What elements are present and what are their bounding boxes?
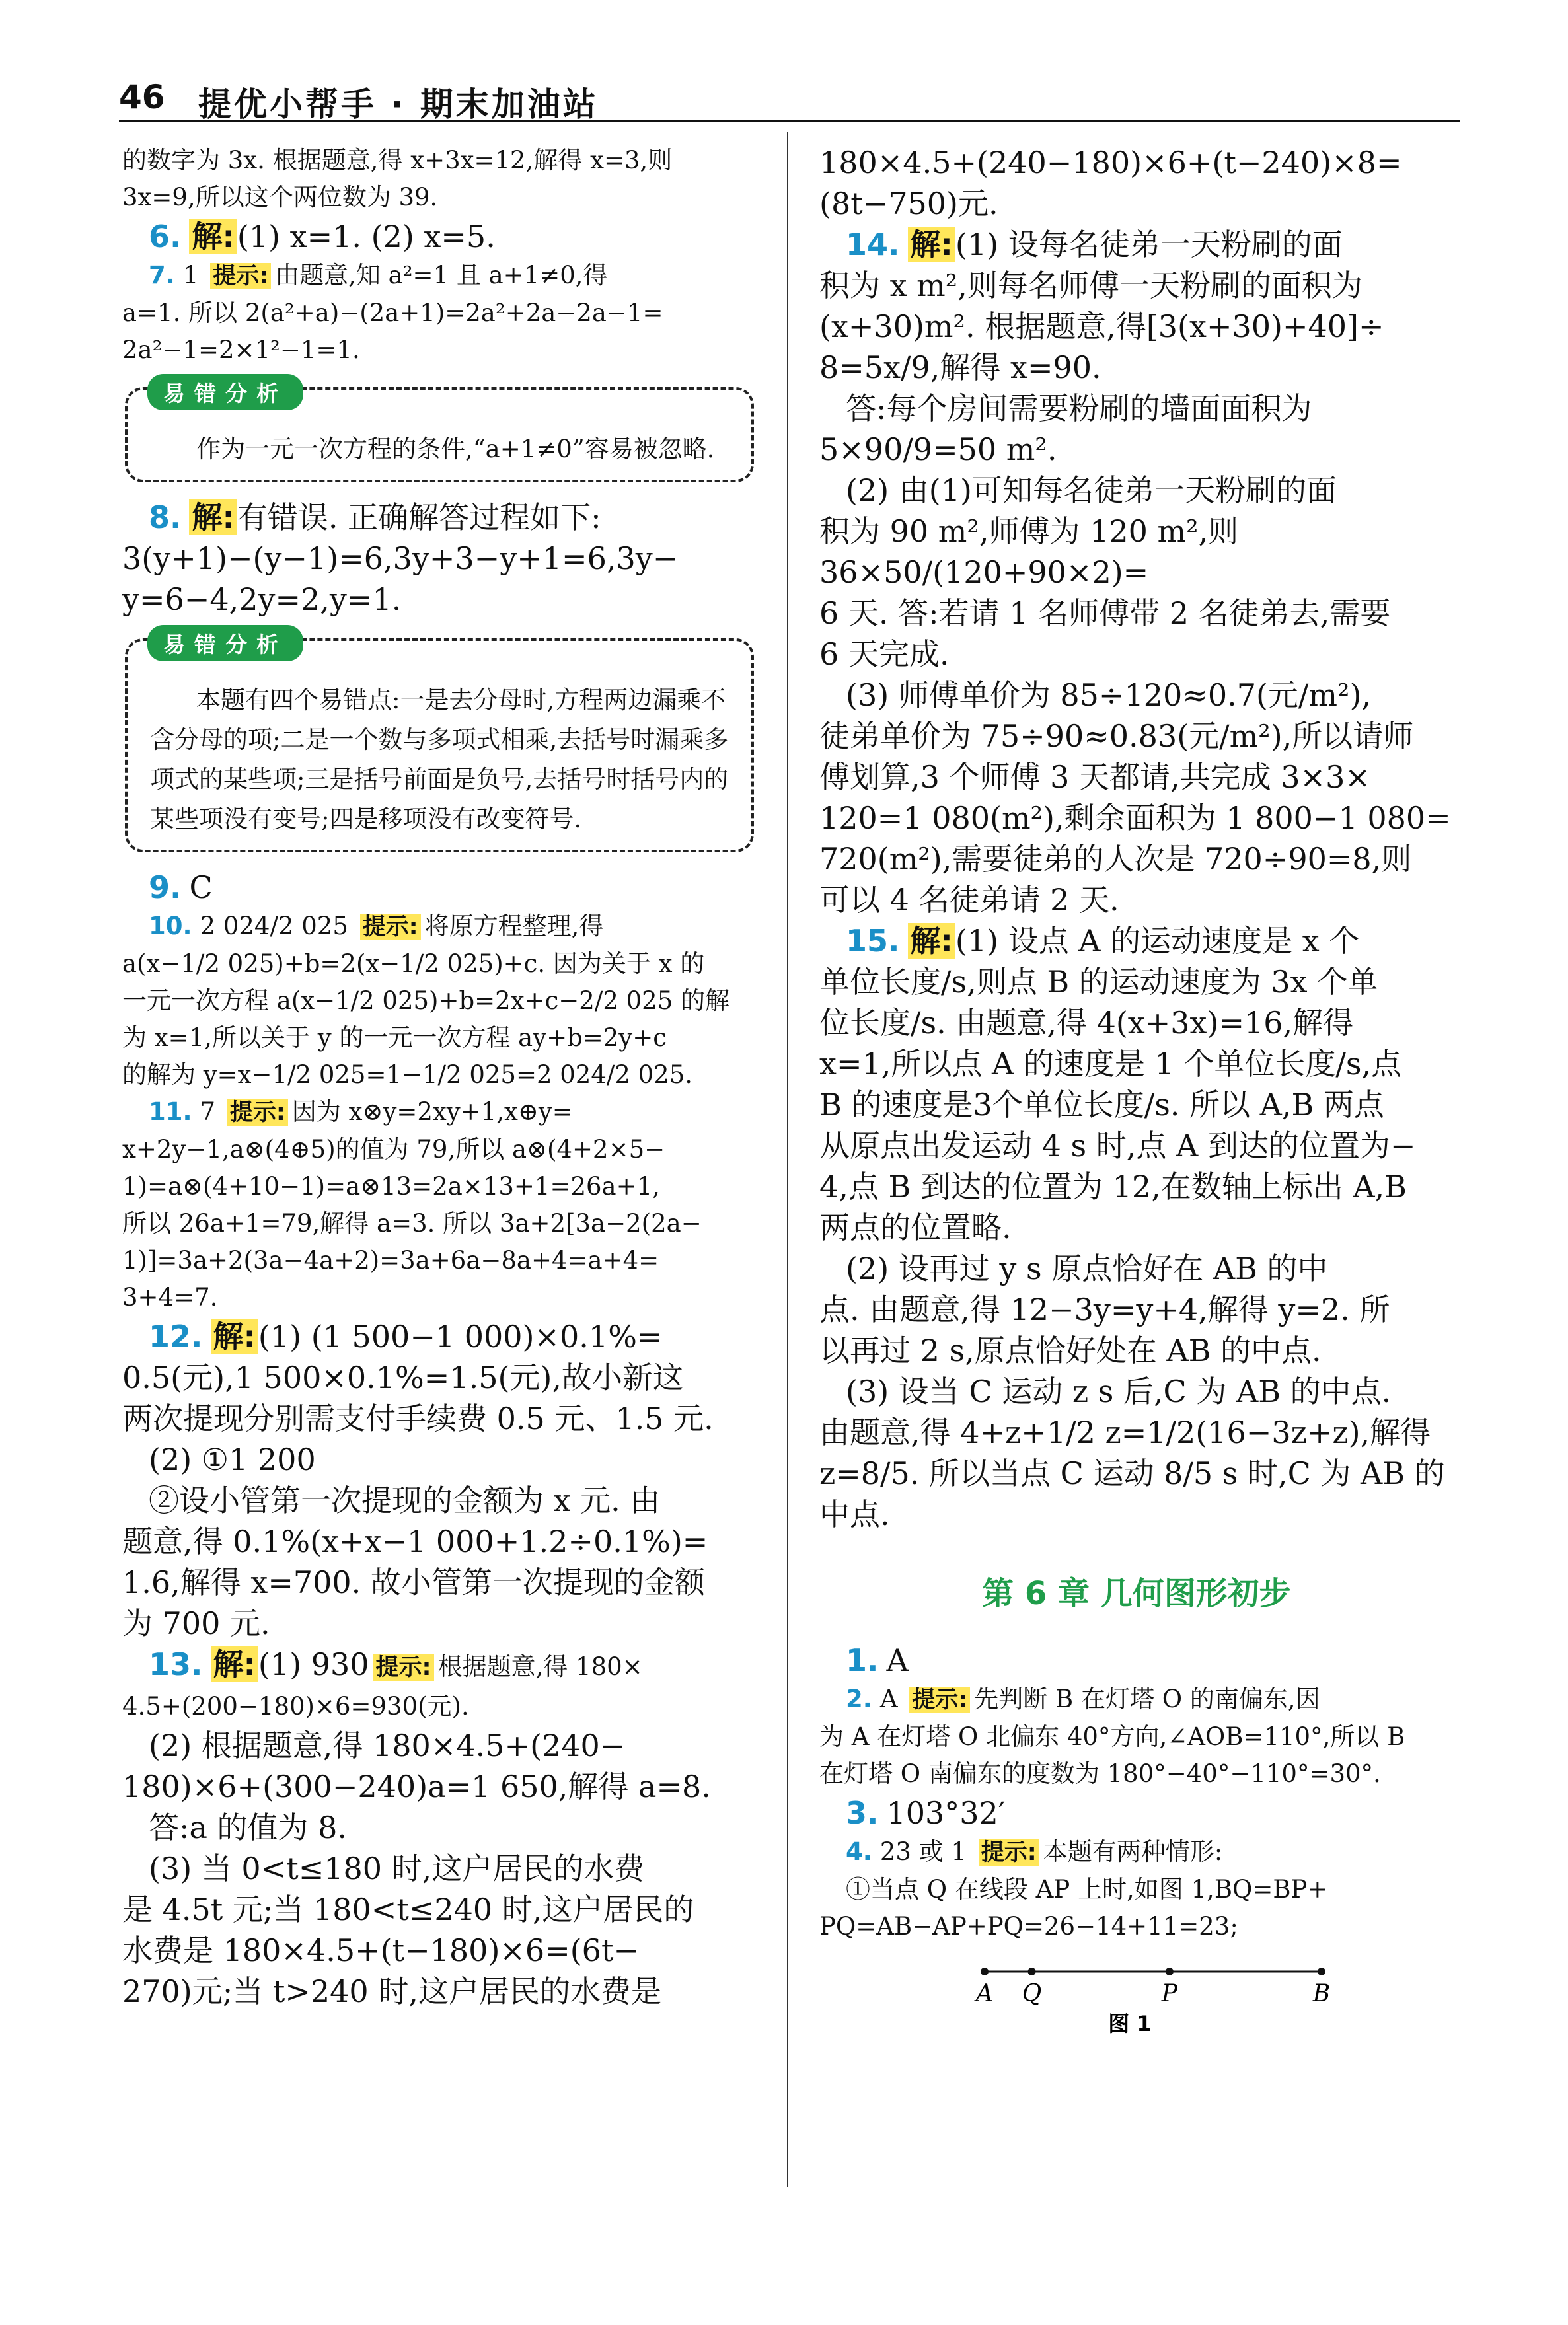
answer-line	[122, 1131, 757, 1168]
number-line-diagram	[819, 1952, 1454, 2038]
answer-line	[819, 1207, 1454, 1248]
line-text: 4.5+(200−180)×6=930(元).	[122, 1692, 469, 1720]
page-header	[119, 73, 1460, 126]
line-text: 为 A 在灯塔 O 北偏东 40°方向,∠AOB=110°,所以 B	[819, 1722, 1405, 1751]
question-number: 11.	[149, 1097, 192, 1126]
answer-item	[819, 1681, 1454, 1718]
solution-label: 解:	[189, 219, 237, 254]
answer-line	[819, 1494, 1454, 1535]
answer-item	[122, 867, 757, 908]
line-text: 从原点出发运动 4 s 时,点 A 到达的位置为−	[819, 1128, 1416, 1163]
line-text: a(x−1/2 025)+b=2(x−1/2 025)+c. 因为关于 x 的	[122, 949, 705, 978]
line-text: 0.5(元),1 500×0.1%=1.5(元),故小新这	[122, 1360, 683, 1395]
line-text: 将原方程整理,得	[424, 912, 604, 940]
line-text: (2) 由(1)可知每名徒弟一天粉刷的面	[846, 472, 1337, 508]
line-text: C	[189, 869, 213, 905]
answer-line	[122, 1019, 757, 1056]
answer-line	[819, 716, 1454, 757]
line-text: 6 天完成.	[819, 636, 950, 672]
answer-line	[122, 1168, 757, 1205]
answer-line	[122, 945, 757, 982]
line-text: 180)×6+(300−240)a=1 650,解得 a=8.	[122, 1769, 711, 1804]
answer-line	[819, 961, 1454, 1002]
line-text: 为 700 元.	[122, 1605, 270, 1641]
error-analysis-tag: 易错分析	[147, 374, 303, 410]
line-text: x+2y−1,a⊗(4⊕5)的值为 79,所以 a⊗(4+2×5−	[122, 1135, 665, 1163]
line-text: (1) 930	[258, 1646, 369, 1682]
answer-line	[819, 593, 1454, 634]
answer-line	[122, 538, 757, 579]
answer-line	[122, 982, 757, 1019]
line-text: 180×4.5+(240−180)×6+(t−240)×8=	[819, 145, 1402, 180]
line-text: 8=5x/9,解得 x=90.	[819, 350, 1101, 385]
answer-line	[819, 1084, 1454, 1125]
solution-label: 解:	[908, 227, 955, 262]
answer-line	[819, 797, 1454, 838]
line-text: 6 天. 答:若请 1 名师傅带 2 名徒弟去,需要	[819, 595, 1391, 631]
line-text: 先判断 B 在灯塔 O 的南偏东,因	[974, 1685, 1320, 1713]
line-text: 3x=9,所以这个两位数为 39.	[122, 183, 438, 211]
error-analysis-tag: 易错分析	[147, 625, 303, 661]
error-analysis-text: 作为一元一次方程的条件,“a+1≠0”容易被忽略.	[196, 435, 715, 463]
answer-line	[819, 1412, 1454, 1453]
line-text: 答:a 的值为 8.	[149, 1810, 348, 1845]
answer-line	[819, 470, 1454, 511]
error-analysis-box	[125, 632, 754, 852]
answer-item	[122, 908, 757, 945]
answer-value: 23 或 1	[879, 1837, 975, 1866]
answer-line	[122, 179, 757, 216]
error-analysis-box	[125, 381, 754, 482]
point-q	[1028, 1968, 1036, 1975]
answer-line	[122, 1688, 757, 1725]
answer-item	[122, 216, 757, 257]
answer-line	[122, 1971, 757, 2012]
answer-item	[819, 1640, 1454, 1681]
answer-line	[819, 1248, 1454, 1289]
answer-line	[122, 142, 757, 179]
line-text: (2) 设再过 y s 原点恰好在 AB 的中	[846, 1251, 1328, 1286]
answer-item	[122, 1644, 757, 1688]
chapter-heading: 第 6 章 几何图形初步	[982, 1575, 1291, 1612]
answer-line	[122, 1357, 757, 1398]
answer-line	[819, 1330, 1454, 1371]
point-p	[1166, 1968, 1174, 1975]
solution-label: 解:	[211, 1646, 258, 1682]
line-text: (1) (1 500−1 000)×0.1%=	[258, 1319, 663, 1354]
line-text: 中点.	[819, 1496, 890, 1532]
answer-item	[122, 1093, 757, 1131]
line-text: (1) 设点 A 的运动速度是 x 个	[955, 923, 1360, 959]
line-text: 103°32′	[886, 1795, 1006, 1831]
line-text: 1.6,解得 x=700. 故小管第一次提现的金额	[122, 1565, 705, 1600]
line-text: z=8/5. 所以当点 C 运动 8/5 s 时,C 为 AB 的	[819, 1456, 1445, 1491]
line-text: (8t−750)元.	[819, 186, 998, 221]
answer-line	[819, 1755, 1454, 1792]
answer-line	[819, 429, 1454, 470]
answer-line	[819, 183, 1454, 224]
point-label-q: Q	[1022, 1980, 1042, 2007]
answer-line	[122, 1279, 757, 1316]
line-text: 3(y+1)−(y−1)=6,3y+3−y+1=6,3y−	[122, 540, 679, 576]
line-text: 的解为 y=x−1/2 025=1−1/2 025=2 024/2 025.	[122, 1060, 693, 1089]
answer-line	[819, 142, 1454, 183]
question-number: 10.	[149, 912, 192, 940]
answer-line	[122, 579, 757, 620]
answer-line	[819, 1718, 1454, 1755]
line-text: 有错误. 正确解答过程如下:	[237, 499, 601, 535]
line-text: 5×90/9=50 m².	[819, 431, 1057, 467]
answer-line	[819, 265, 1454, 306]
question-number: 4.	[846, 1837, 872, 1866]
solution-label: 解:	[908, 923, 955, 959]
point-label-b: B	[1312, 1980, 1331, 2007]
line-text: 单位长度/s,则点 B 的运动速度为 3x 个单	[819, 964, 1378, 1000]
line-text: 水费是 180×4.5+(t−180)×6=(6t−	[122, 1933, 639, 1968]
header-rule	[119, 120, 1460, 122]
answer-value: 1	[182, 261, 207, 289]
line-text: 积为 90 m²,师傅为 120 m²,则 36×50/(120+90×2)=	[819, 513, 1239, 590]
answer-item	[819, 1833, 1454, 1871]
hint-label: 提示:	[210, 263, 271, 289]
question-number: 3.	[846, 1795, 879, 1831]
answer-item	[819, 1792, 1454, 1833]
line-text: (3) 设当 C 运动 z s 后,C 为 AB 的中点.	[846, 1374, 1392, 1409]
right-column	[819, 142, 1454, 2038]
answer-line	[122, 1439, 757, 1480]
column-divider	[787, 132, 788, 2187]
line-text: 以再过 2 s,原点恰好处在 AB 的中点.	[819, 1333, 1322, 1368]
hint-label: 提示:	[360, 914, 421, 940]
question-number: 15.	[846, 923, 900, 959]
question-number: 14.	[846, 227, 900, 262]
line-text: x=1,所以点 A 的速度是 1 个单位长度/s,点	[819, 1046, 1402, 1082]
line-text: a=1. 所以 2(a²+a)−(2a+1)=2a²+2a−2a−1=	[122, 299, 663, 327]
answer-line	[819, 1002, 1454, 1043]
line-text: 120=1 080(m²),剩余面积为 1 800−1 080=	[819, 800, 1451, 836]
answer-line	[122, 1725, 757, 1766]
answer-line	[819, 511, 1454, 593]
answer-line	[819, 1125, 1454, 1166]
line-text: 是 4.5t 元;当 180<t≤240 时,这户居民的	[122, 1892, 694, 1927]
line-text: 因为 x⊗y=2xy+1,x⊕y=	[291, 1097, 573, 1126]
answer-line	[819, 1043, 1454, 1084]
line-text: 720(m²),需要徒弟的人次是 720÷90=8,则	[819, 841, 1412, 877]
hint-text: 根据题意,得 180×	[437, 1652, 643, 1681]
answer-item	[122, 257, 757, 295]
line-text: 2a²−1=2×1²−1=1.	[122, 336, 360, 364]
answer-line	[122, 1930, 757, 1971]
line-text: y=6−4,2y=2,y=1.	[122, 581, 402, 617]
answer-line	[819, 306, 1454, 347]
answer-line	[122, 1766, 757, 1807]
answer-line	[122, 332, 757, 369]
line-text: 3+4=7.	[122, 1283, 218, 1311]
answer-line	[819, 838, 1454, 879]
line-text: PQ=AB−AP+PQ=26−14+11=23;	[819, 1912, 1238, 1940]
answer-line	[122, 1603, 757, 1644]
line-text: 为 x=1,所以关于 y 的一元一次方程 ay+b=2y+c	[122, 1023, 667, 1052]
answer-line	[122, 1562, 757, 1603]
hint-label: 提示:	[227, 1099, 288, 1126]
answer-item	[819, 224, 1454, 265]
line-text: 位长度/s. 由题意,得 4(x+3x)=16,解得	[819, 1005, 1354, 1041]
answer-line	[819, 634, 1454, 675]
answer-line	[819, 347, 1454, 388]
line-text: ②设小管第一次提现的金额为 x 元. 由	[149, 1483, 661, 1518]
answer-value: 7	[200, 1097, 223, 1126]
line-text: 所以 26a+1=79,解得 a=3. 所以 3a+2[3a−2(2a−	[122, 1209, 702, 1237]
line-text: 答:每个房间需要粉刷的墙面面积为	[846, 390, 1312, 426]
answer-line	[122, 1889, 757, 1930]
line-text: ①当点 Q 在线段 AP 上时,如图 1,BQ=BP+	[846, 1875, 1328, 1903]
left-column	[122, 142, 757, 2012]
figure-caption: 图 1	[1108, 2011, 1152, 2036]
hint-label: 提示:	[979, 1839, 1039, 1866]
hint-label: 提示:	[909, 1687, 970, 1713]
line-text: (3) 师傅单价为 85÷120≈0.7(元/m²),	[846, 677, 1372, 713]
question-number: 2.	[846, 1685, 872, 1713]
page-number: 46	[119, 78, 165, 116]
hint-label: 提示:	[373, 1654, 434, 1681]
question-number: 9.	[149, 869, 182, 905]
line-text: 积为 x m²,则每名师傅一天粉刷的面积为	[819, 268, 1363, 303]
line-text: 由题意,知 a²=1 且 a+1≠0,得	[275, 261, 608, 289]
error-analysis-text: 本题有四个易错点:一是去分母时,方程两边漏乘不含分母的项;二是一个数与多项式相乘,去括号时漏乘多项式的某些项;三是括号前面是负号,去括号时括号内的某些项没有变号;四是移项没有改变符号.	[150, 686, 729, 833]
line-text: (2) 根据题意,得 180×4.5+(240−	[149, 1728, 626, 1763]
question-number: 12.	[149, 1319, 203, 1354]
answer-value: 2 024/2 025	[200, 912, 356, 940]
answer-line	[122, 1205, 757, 1242]
answer-item	[819, 920, 1454, 961]
question-number: 6.	[149, 219, 182, 254]
line-text: 1)=a⊗(4+10−1)=a⊗13=2a×13+1=26a+1,	[122, 1172, 660, 1200]
answer-line	[819, 1871, 1454, 1908]
line-text: B 的速度是3个单位长度/s. 所以 A,B 两点	[819, 1087, 1384, 1123]
line-text: 270)元;当 t>240 时,这户居民的水费是	[122, 1974, 661, 2009]
point-b	[1318, 1968, 1325, 1975]
line-text: 傅划算,3 个师傅 3 天都请,共完成 3×3×	[819, 759, 1370, 795]
solution-label: 解:	[189, 499, 237, 535]
answer-line	[819, 1908, 1454, 1945]
line-text: 在灯塔 O 南偏东的度数为 180°−40°−110°=30°.	[819, 1759, 1381, 1788]
answer-item	[122, 1316, 757, 1357]
question-number: 8.	[149, 499, 182, 535]
answer-line	[122, 295, 757, 332]
answer-line	[122, 1521, 757, 1562]
answer-line	[122, 1398, 757, 1439]
line-text: 两点的位置略.	[819, 1210, 1012, 1245]
answer-line	[122, 1807, 757, 1848]
answer-value: A	[879, 1685, 906, 1713]
point-label-p: P	[1161, 1980, 1177, 2007]
question-number: 7.	[149, 261, 175, 289]
answer-line	[819, 1453, 1454, 1494]
answer-line	[819, 388, 1454, 429]
answer-item	[122, 497, 757, 538]
line-text: A	[886, 1642, 909, 1678]
point-label-a: A	[976, 1980, 993, 2007]
line-text: 可以 4 名徒弟请 2 天.	[819, 882, 1119, 918]
answer-line	[819, 757, 1454, 797]
line-text: (3) 当 0<t≤180 时,这户居民的水费	[149, 1851, 645, 1886]
line-text: 两次提现分别需支付手续费 0.5 元、1.5 元.	[122, 1401, 714, 1436]
answer-line	[819, 1371, 1454, 1412]
header-title: 提优小帮手 · 期末加油站	[198, 85, 599, 124]
answer-line	[819, 879, 1454, 920]
line-text: (2) ①1 200	[149, 1442, 316, 1477]
figure-1	[819, 1952, 1454, 2038]
line-text: 的数字为 3x. 根据题意,得 x+3x=12,解得 x=3,则	[122, 146, 673, 174]
question-number: 1.	[846, 1642, 879, 1678]
point-a	[981, 1968, 989, 1975]
line-text: (x+30)m². 根据题意,得[3(x+30)+40]÷	[819, 309, 1384, 344]
line-text: 4,点 B 到达的位置为 12,在数轴上标出 A,B	[819, 1169, 1407, 1204]
line-text: 点. 由题意,得 12−3y=y+4,解得 y=2. 所	[819, 1292, 1390, 1327]
line-text: (1) x=1. (2) x=5.	[237, 219, 496, 254]
line-text: 本题有两种情形:	[1043, 1837, 1223, 1866]
question-number: 13.	[149, 1646, 203, 1682]
answer-line	[819, 1166, 1454, 1207]
line-text: (1) 设每名徒弟一天粉刷的面	[955, 227, 1343, 262]
line-text: 1)]=3a+2(3a−4a+2)=3a+6a−8a+4=a+4=	[122, 1246, 659, 1274]
line-text: 一元一次方程 a(x−1/2 025)+b=2x+c−2/2 025 的解	[122, 986, 730, 1015]
solution-label: 解:	[211, 1319, 258, 1354]
answer-line	[122, 1480, 757, 1521]
answer-line	[819, 675, 1454, 716]
answer-line	[122, 1848, 757, 1889]
line-text: 徒弟单价为 75÷90≈0.83(元/m²),所以请师	[819, 718, 1414, 754]
line-text: 题意,得 0.1%(x+x−1 000+1.2÷0.1%)=	[122, 1524, 708, 1559]
answer-line	[122, 1242, 757, 1279]
line-text: 由题意,得 4+z+1/2 z=1/2(16−3z+z),解得	[819, 1415, 1431, 1450]
answer-line	[122, 1056, 757, 1093]
answer-line	[819, 1289, 1454, 1330]
